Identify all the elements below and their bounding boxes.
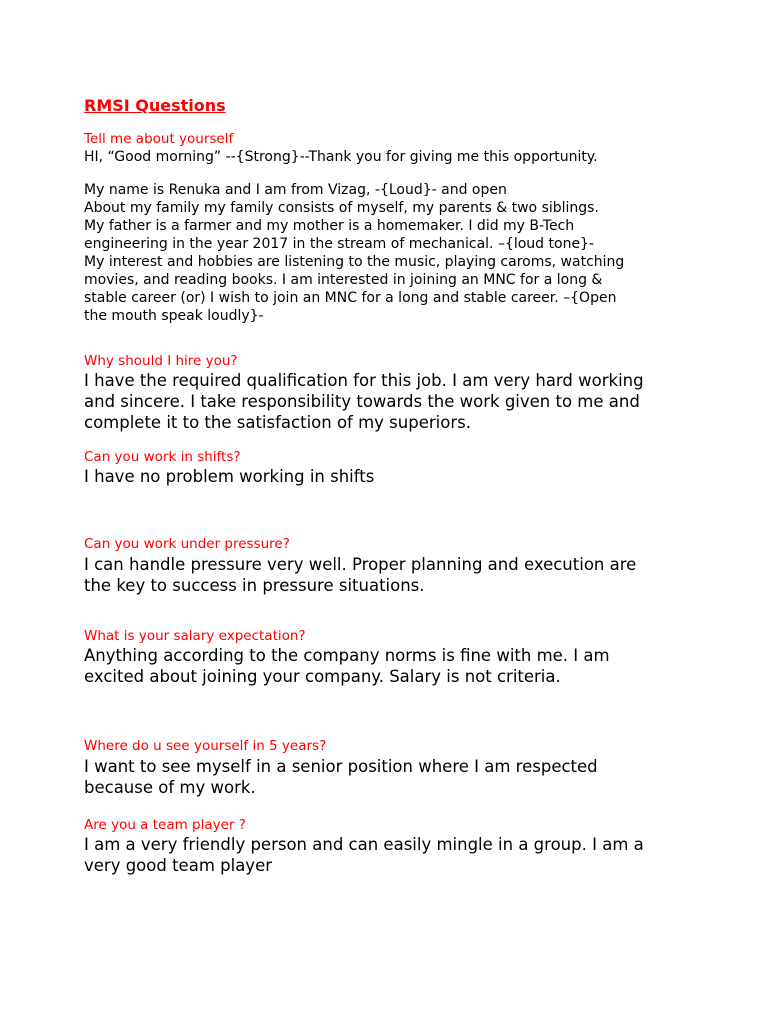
answer-can-you-work-in-shifts: [84, 466, 374, 487]
answer-line: HI, “Good morning” --{Strong}--Thank you for giving me this opportunity.: [84, 149, 598, 165]
answer-line: and sincere. I take responsibility towards the work given to me and: [84, 392, 640, 411]
question-can-you-work-in-shifts: Can you work in shifts?: [84, 449, 241, 465]
answer-can-you-work-under-pressure: [84, 554, 636, 596]
answer-line: stable career (or) I wish to join an MNC for a long and stable career. –{Open: [84, 290, 617, 306]
answer-line: very good team player: [84, 856, 273, 875]
answer-line: I can handle pressure very well. Proper planning and execution are: [84, 555, 637, 574]
question-salary-expectation: What is your salary expectation?: [84, 628, 306, 644]
answer-why-should-i-hire-you: [84, 370, 644, 433]
answer-line: About my family my family consists of myself, my parents & two siblings.: [84, 200, 599, 216]
answer-line: I have the required qualification for this job. I am very hard working: [84, 371, 644, 390]
answer-tell-me-about-yourself-greeting: [84, 148, 598, 166]
question-team-player: Are you a team player ?: [84, 817, 246, 833]
document-title: RMSI Questions: [84, 96, 226, 115]
answer-where-in-5-years: [84, 756, 598, 798]
question-why-should-i-hire-you: Why should I hire you?: [84, 353, 238, 369]
answer-line: movies, and reading books. I am interested in joining an MNC for a long &: [84, 272, 603, 288]
answer-line: the mouth speak loudly}-: [84, 308, 264, 324]
answer-line: because of my work.: [84, 778, 256, 797]
answer-line: Anything according to the company norms is fine with me. I am: [84, 646, 610, 665]
answer-line: engineering in the year 2017 in the stream of mechanical. –{loud tone}-: [84, 236, 595, 252]
answer-line: excited about joining your company. Salary is not criteria.: [84, 667, 561, 686]
answer-line: the key to success in pressure situations.: [84, 576, 425, 595]
answer-line: I have no problem working in shifts: [84, 467, 375, 486]
question-can-you-work-under-pressure: Can you work under pressure?: [84, 536, 290, 552]
answer-line: My name is Renuka and I am from Vizag, -{Loud}- and open: [84, 182, 507, 198]
question-tell-me-about-yourself: Tell me about yourself: [84, 131, 234, 147]
answer-line: I want to see myself in a senior position where I am respected: [84, 757, 598, 776]
answer-line: I am a very friendly person and can easily mingle in a group. I am a: [84, 835, 644, 854]
answer-line: My father is a farmer and my mother is a homemaker. I did my B-Tech: [84, 218, 575, 234]
answer-tell-me-about-yourself-body: [84, 181, 624, 325]
answer-team-player: [84, 834, 644, 876]
answer-line: My interest and hobbies are listening to the music, playing caroms, watching: [84, 254, 625, 270]
answer-salary-expectation: [84, 645, 610, 687]
answer-line: complete it to the satisfaction of my superiors.: [84, 413, 471, 432]
question-where-in-5-years: Where do u see yourself in 5 years?: [84, 738, 327, 754]
